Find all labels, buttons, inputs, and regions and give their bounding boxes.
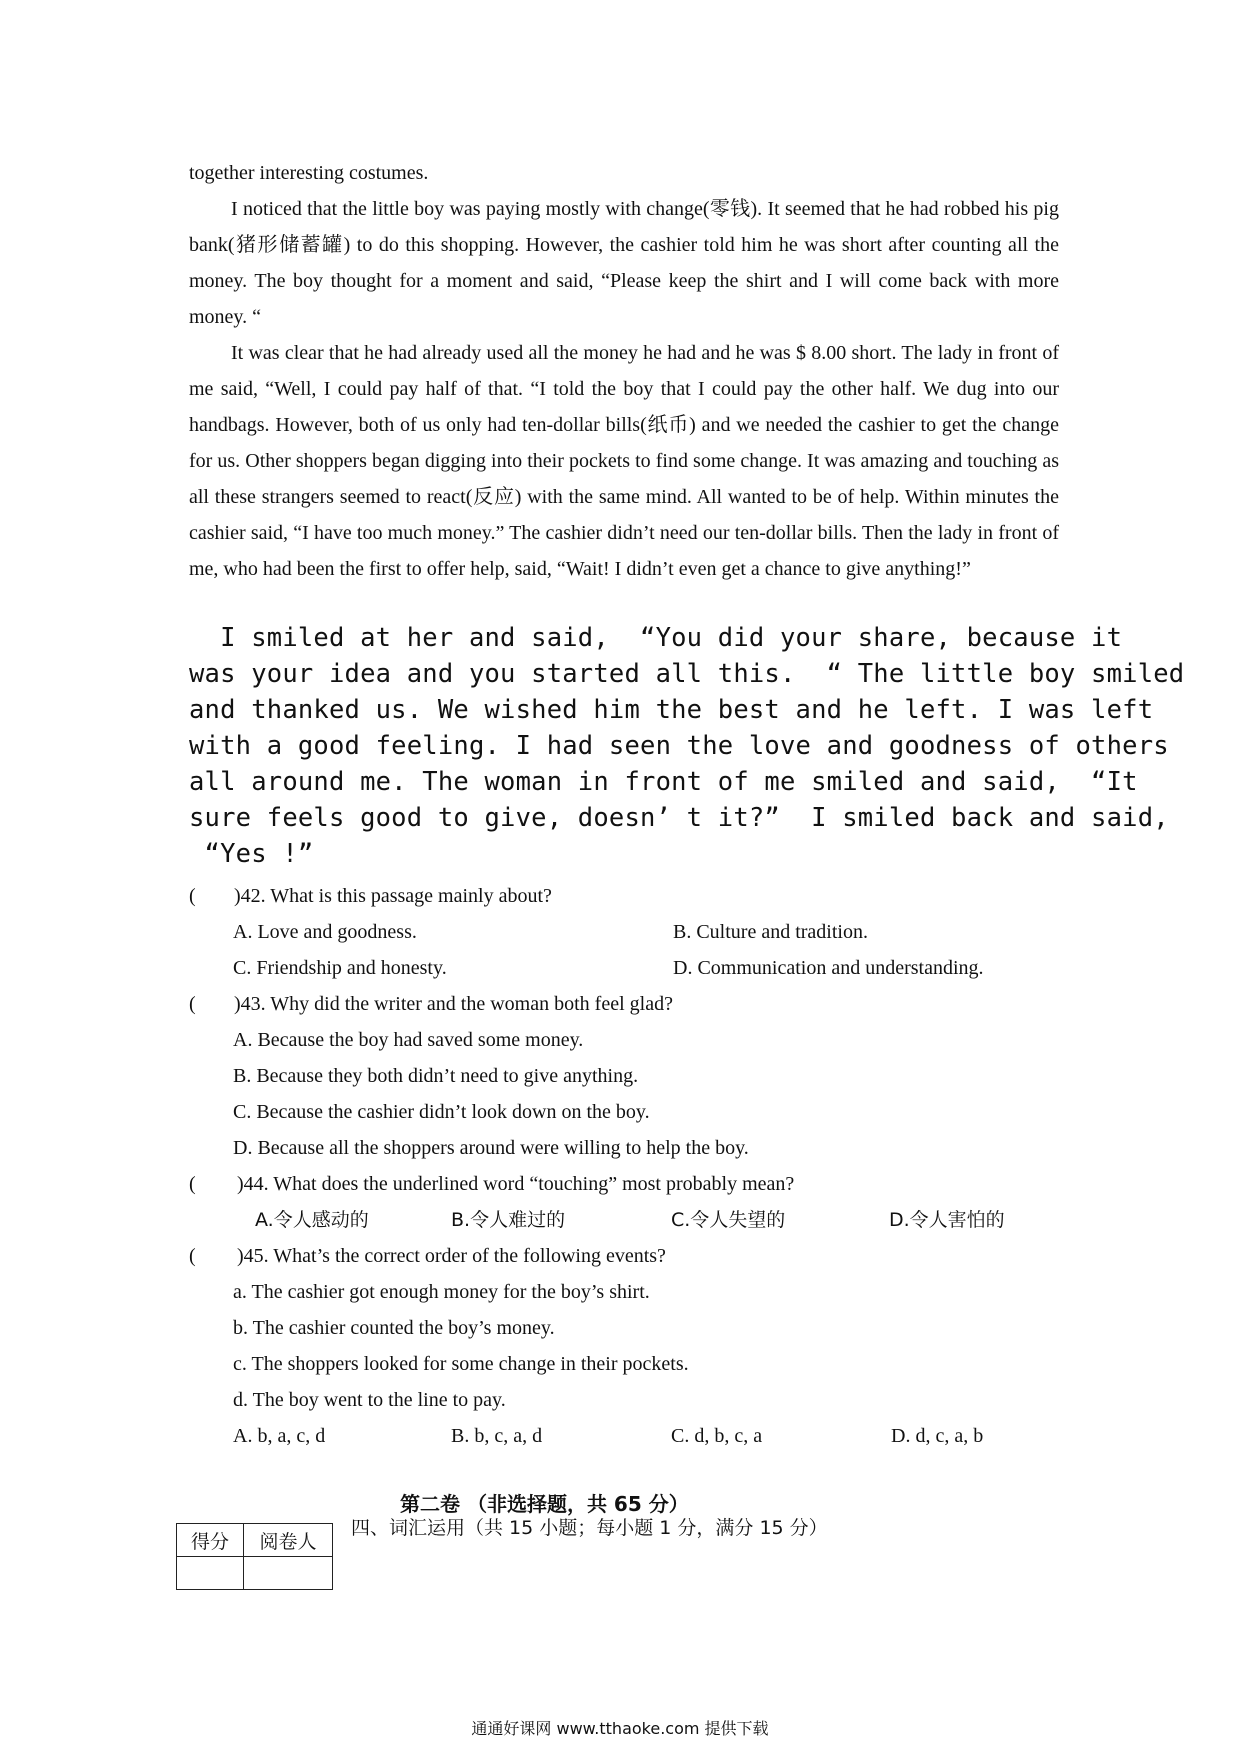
answer-blank[interactable]: ( xyxy=(189,993,196,1015)
footer-watermark: 通通好课网 www.tthaoke.com 提供下载 xyxy=(471,1719,769,1738)
option-b: B. Because they both didn’t need to give anything. xyxy=(233,1065,639,1087)
answer-blank[interactable]: ( xyxy=(189,1245,196,1267)
score-cell[interactable] xyxy=(177,1557,244,1590)
option-c: C.令人失望的 xyxy=(671,1209,786,1231)
question-stem: )42. What is this passage mainly about? xyxy=(234,885,552,907)
score-table xyxy=(176,1523,333,1590)
section-title: 第二卷 （非选择题，共 65 分） xyxy=(400,1492,689,1516)
question-44 xyxy=(189,1166,1089,1238)
passage-line: with a good feeling. I had seen the love and goodness of others xyxy=(189,731,1169,761)
reading-passage xyxy=(189,155,1059,587)
passage-paragraph-2: I noticed that the little boy was paying mostly with change(零钱). It seemed that he had robbed his pig bank(猪形储蓄罐) to do this shopping. However, the cashier told him he was short after counting all the money. The boy thought for a moment and said, “Please keep the shirt and I will come back with more money. “ xyxy=(189,198,1059,328)
option-b: B. Culture and tradition. xyxy=(673,921,868,943)
question-42 xyxy=(189,878,1089,986)
passage-line: “Yes !” xyxy=(189,839,314,869)
passage-line: I smiled at her and said, “You did your share, because it xyxy=(189,623,1123,653)
event-a: a. The cashier got enough money for the boy’s shirt. xyxy=(233,1281,650,1303)
question-list xyxy=(189,878,1089,1454)
option-a: A.令人感动的 xyxy=(255,1209,369,1231)
option-d: D.令人害怕的 xyxy=(889,1209,1005,1231)
event-d: d. The boy went to the line to pay. xyxy=(233,1389,506,1411)
option-a: A. Love and goodness. xyxy=(233,921,417,943)
option-a: A. b, a, c, d xyxy=(233,1425,326,1447)
part-heading: 四、词汇运用（共 15 小题；每小题 1 分，满分 15 分） xyxy=(351,1517,828,1539)
answer-blank[interactable]: ( xyxy=(189,885,196,907)
option-d: D. Because all the shoppers around were willing to help the boy. xyxy=(233,1137,749,1159)
grader-header: 阅卷人 xyxy=(244,1524,333,1557)
option-c: C. d, b, c, a xyxy=(671,1425,763,1447)
answer-blank[interactable]: ( xyxy=(189,1173,196,1195)
question-stem: )45. What’s the correct order of the following events? xyxy=(237,1245,666,1267)
passage-line-start: together interesting costumes. xyxy=(189,162,429,184)
question-stem: )43. Why did the writer and the woman both feel glad? xyxy=(234,993,673,1015)
passage-paragraph-4 xyxy=(189,620,1185,872)
question-45 xyxy=(189,1238,1089,1454)
grader-cell[interactable] xyxy=(244,1557,333,1590)
passage-line: was your idea and you started all this. “ The little boy smiled xyxy=(189,659,1185,689)
passage-paragraph-3: It was clear that he had already used all the money he had and he was $ 8.00 short. The lady in front of me said, “Well, I could pay half of that. “I told the boy that I could pay the other half. We dug into our handbags. However, both of us only had ten-dollar bills(纸币) and we needed the cashier to get the change for us. Other shoppers began digging into their pockets to find some change. It was amazing and touching as all these strangers seemed to react(反应) with the same mind. All wanted to be of help. Within minutes the cashier said, “I have too much money.” The cashier didn’t need our ten-dollar bills. Then the lady in front of me, who had been the first to offer help, said, “Wait! I didn’t even get a chance to give anything!” xyxy=(189,342,1059,580)
event-c: c. The shoppers looked for some change in their pockets. xyxy=(233,1353,689,1375)
option-a: A. Because the boy had saved some money. xyxy=(233,1029,584,1051)
option-c: C. Because the cashier didn’t look down on the boy. xyxy=(233,1101,650,1123)
question-43 xyxy=(189,986,1089,1166)
event-b: b. The cashier counted the boy’s money. xyxy=(233,1317,555,1339)
option-d: D. Communication and understanding. xyxy=(673,957,984,979)
option-b: B. b, c, a, d xyxy=(451,1425,543,1447)
score-header: 得分 xyxy=(177,1524,244,1557)
option-c: C. Friendship and honesty. xyxy=(233,957,447,979)
option-d: D. d, c, a, b xyxy=(891,1425,984,1447)
option-b: B.令人难过的 xyxy=(451,1209,566,1231)
question-stem: )44. What does the underlined word “touching” most probably mean? xyxy=(237,1173,795,1195)
passage-line: all around me. The woman in front of me smiled and said, “It xyxy=(189,767,1138,797)
passage-line: sure feels good to give, doesn’ t it?” I smiled back and said, xyxy=(189,803,1169,833)
passage-line: and thanked us. We wished him the best and he left. I was left xyxy=(189,695,1154,725)
